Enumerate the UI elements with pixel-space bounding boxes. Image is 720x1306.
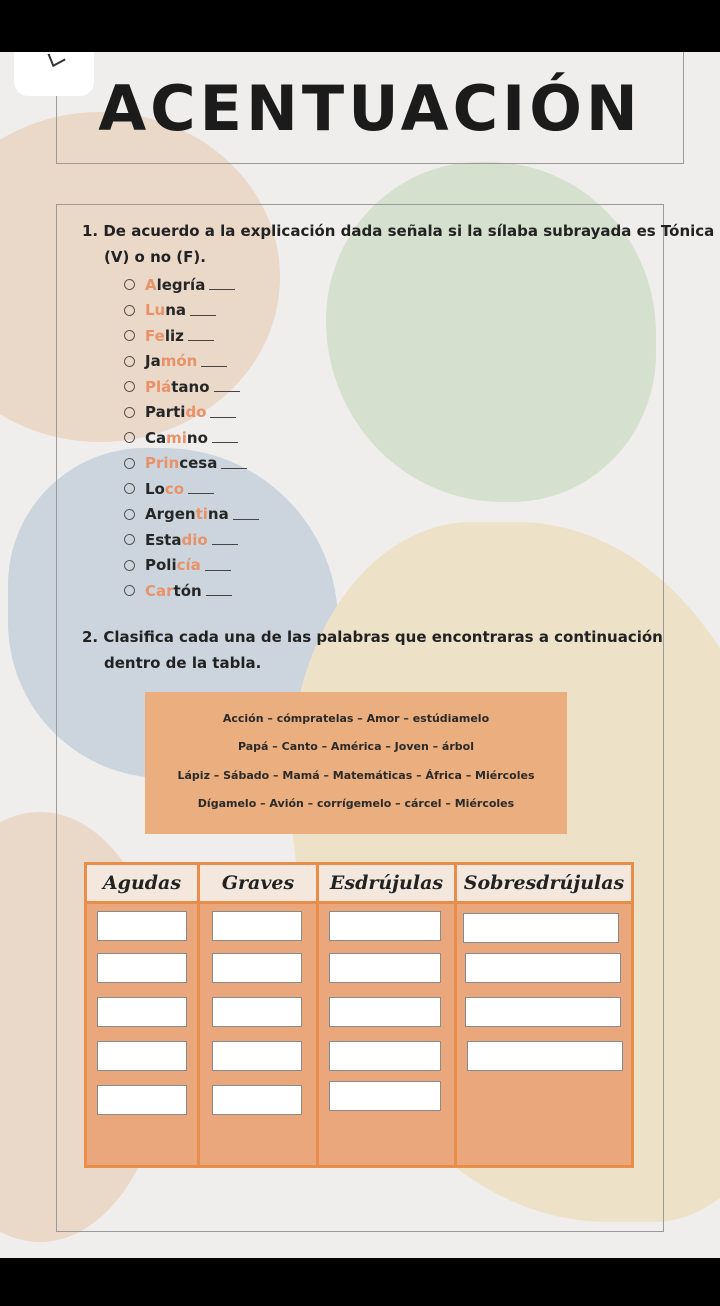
question-2-line-1: 2. Clasifica cada una de las palabras que encontraras a continuación [82,628,663,646]
answer-blank[interactable] [214,381,240,392]
answer-blank[interactable] [221,458,247,469]
underlined-syllable: dio [181,530,208,549]
radio-button[interactable] [124,305,135,316]
classification-table [84,862,634,1168]
radio-button[interactable] [124,356,135,367]
underlined-syllable: cía [176,556,201,575]
answer-cell-esdrujulas[interactable] [329,997,441,1027]
answer-blank[interactable] [212,432,238,443]
list-item[interactable] [124,502,259,528]
list-item[interactable] [124,553,259,579]
underlined-syllable: mi [166,428,187,447]
answer-cell-sobresdrujulas[interactable] [463,913,619,943]
word-bank-line: Dígamelo – Avión – corrígemelo – cárcel – Miércoles [197,797,515,811]
column-header-agudas: Agudas [102,872,182,894]
answer-cell-graves[interactable] [212,997,302,1027]
answer-cell-sobresdrujulas[interactable] [467,1041,623,1071]
answer-blank[interactable] [233,509,259,520]
word-post: na [207,505,229,524]
navigation-bar [0,1258,720,1306]
answer-blank[interactable] [210,407,236,418]
word-post: tón [173,581,202,600]
question-1-line-1: 1. De acuerdo a la explicación dada señala si la sílaba subrayada es Tónica [82,222,715,240]
underlined-syllable: Lu [145,301,166,320]
word-pre: Ja [145,352,161,371]
word-list [124,272,259,604]
list-item[interactable] [124,323,259,349]
radio-button[interactable] [124,432,135,443]
list-item[interactable] [124,298,259,324]
radio-button[interactable] [124,381,135,392]
list-item[interactable] [124,527,259,553]
column-divider [454,865,457,1165]
word-pre: Esta [145,530,182,549]
radio-button[interactable] [124,585,135,596]
word-post: liz [164,326,184,345]
column-divider [316,865,319,1165]
radio-button[interactable] [124,407,135,418]
answer-cell-esdrujulas[interactable] [329,911,441,941]
list-item[interactable] [124,400,259,426]
answer-cell-agudas[interactable] [97,953,187,983]
question-2-line-2: dentro de la tabla. [104,654,262,672]
answer-blank[interactable] [205,560,231,571]
answer-blank[interactable] [188,483,214,494]
word-pre: Parti [145,403,186,422]
answer-cell-graves[interactable] [212,911,302,941]
underlined-syllable: Plá [145,377,172,396]
answer-blank[interactable] [212,534,238,545]
answer-cell-esdrujulas[interactable] [329,953,441,983]
title-box [56,52,684,164]
answer-cell-graves[interactable] [212,1041,302,1071]
word-pre: Argen [145,505,196,524]
radio-button[interactable] [124,483,135,494]
word-bank-line: Acción – cómpratelas – Amor – estúdiamelo [222,711,490,725]
underlined-syllable: A [145,275,157,294]
underlined-syllable: Prin [145,454,180,473]
answer-blank[interactable] [209,279,235,290]
list-item[interactable] [124,374,259,400]
answer-cell-esdrujulas[interactable] [329,1081,441,1111]
column-divider [197,865,200,1165]
page-title: ACENTUACIÓN [98,72,642,145]
word-bank-line: Lápiz – Sábado – Mamá – Matemáticas – África – Miércoles [177,768,535,782]
answer-cell-graves[interactable] [212,1085,302,1115]
list-item[interactable] [124,272,259,298]
word-bank-line: Papá – Canto – América – Joven – árbol [237,740,474,754]
column-header-graves: Graves [221,872,295,894]
radio-button[interactable] [124,509,135,520]
word-pre: Ca [145,428,167,447]
word-bank [145,692,567,834]
back-button[interactable] [14,52,94,96]
word-pre: Poli [145,556,177,575]
answer-blank[interactable] [190,305,216,316]
list-item[interactable] [124,349,259,375]
underlined-syllable: ti [195,505,208,524]
underlined-syllable: món [160,352,198,371]
word-pre: Lo [145,479,165,498]
answer-blank[interactable] [206,585,232,596]
word-post: cesa [179,454,218,473]
word-post: no [186,428,208,447]
question-1-text [82,218,714,270]
list-item[interactable] [124,476,259,502]
radio-button[interactable] [124,458,135,469]
word-post: na [165,301,187,320]
word-post: tano [171,377,210,396]
radio-button[interactable] [124,534,135,545]
answer-cell-esdrujulas[interactable] [329,1041,441,1071]
answer-cell-agudas[interactable] [97,997,187,1027]
word-post: legría [156,275,206,294]
answer-blank[interactable] [201,356,227,367]
column-header-sobresdrujulas: Sobresdrújulas [463,872,625,894]
underlined-syllable: Fe [145,326,165,345]
list-item[interactable] [124,425,259,451]
column-header-esdrujulas: Esdrújulas [329,872,444,894]
underlined-syllable: do [185,403,207,422]
answer-blank[interactable] [188,330,214,341]
underlined-syllable: Car [145,581,174,600]
answer-cell-agudas[interactable] [97,1085,187,1115]
list-item[interactable] [124,578,259,604]
status-bar [0,0,720,52]
answer-cell-sobresdrujulas[interactable] [465,953,621,983]
answer-cell-graves[interactable] [212,953,302,983]
radio-button[interactable] [124,560,135,571]
table-header [87,865,631,904]
question-2-text [82,624,663,676]
answer-cell-sobresdrujulas[interactable] [465,997,621,1027]
answer-cell-agudas[interactable] [97,1041,187,1071]
chevron-left-icon [44,54,66,70]
answer-cell-agudas[interactable] [97,911,187,941]
question-1-line-2: (V) o no (F). [104,248,206,266]
list-item[interactable] [124,451,259,477]
radio-button[interactable] [124,330,135,341]
radio-button[interactable] [124,279,135,290]
underlined-syllable: co [164,479,185,498]
